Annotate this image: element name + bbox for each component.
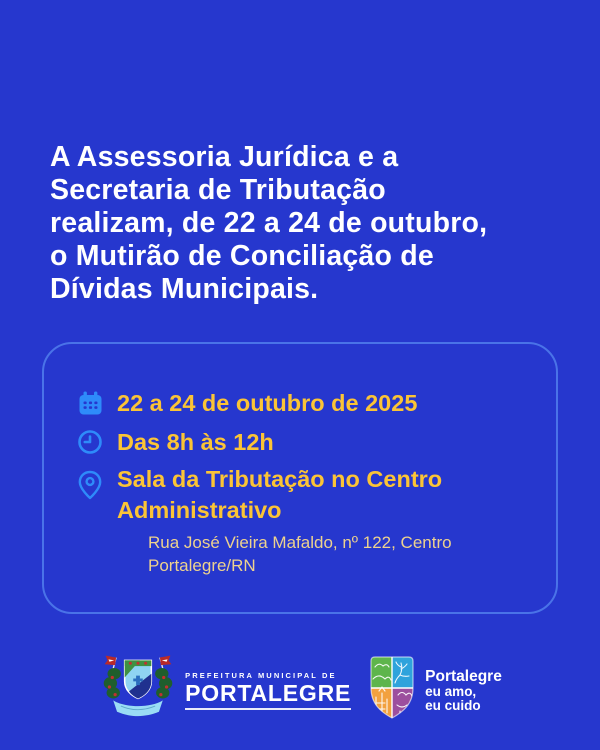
event-address — [148, 531, 556, 577]
prefeitura-underline — [185, 708, 351, 710]
prefeitura-name: PORTALEGRE — [185, 680, 352, 707]
event-time-row — [75, 425, 556, 459]
event-date-row — [75, 386, 556, 420]
location-pin-icon — [75, 470, 105, 500]
event-details-card — [42, 342, 558, 614]
headline-line: realizam, de 22 a 24 de outubro, — [50, 207, 488, 239]
location-line: Sala da Tributação no Centro — [117, 466, 443, 492]
coat-of-arms-icon — [98, 652, 178, 729]
event-location — [117, 464, 442, 526]
prefeitura-logo — [98, 652, 351, 729]
event-time: Das 8h às 12h — [117, 429, 274, 455]
headline-line: A Assessoria Jurídica e a — [50, 141, 399, 173]
calendar-icon — [75, 390, 105, 417]
brand-text — [425, 669, 502, 712]
address-line: Portalegre/RN — [148, 556, 256, 575]
clock-icon — [75, 429, 105, 455]
headline-line: Dívidas Municipais. — [50, 273, 319, 305]
brand-name: Portalegre — [425, 668, 502, 685]
brand-tagline: eu amo, — [425, 684, 477, 699]
headline-line: o Mutirão de Conciliação de — [50, 240, 434, 272]
location-line: Administrativo — [117, 497, 282, 523]
prefeitura-label: PREFEITURA MUNICIPAL DE — [185, 671, 337, 681]
brand-shield-icon — [367, 655, 417, 726]
address-line: Rua José Vieira Mafaldo, nº 122, Centro — [148, 533, 452, 552]
city-brand-logo — [367, 655, 502, 726]
brand-tagline: eu cuido — [425, 697, 481, 713]
prefeitura-text — [185, 671, 351, 710]
event-date: 22 a 24 de outubro de 2025 — [117, 390, 418, 416]
headline-line: Secretaria de Tributação — [50, 174, 386, 206]
headline — [50, 141, 487, 306]
event-location-row — [75, 464, 556, 526]
footer-logos — [0, 652, 600, 729]
